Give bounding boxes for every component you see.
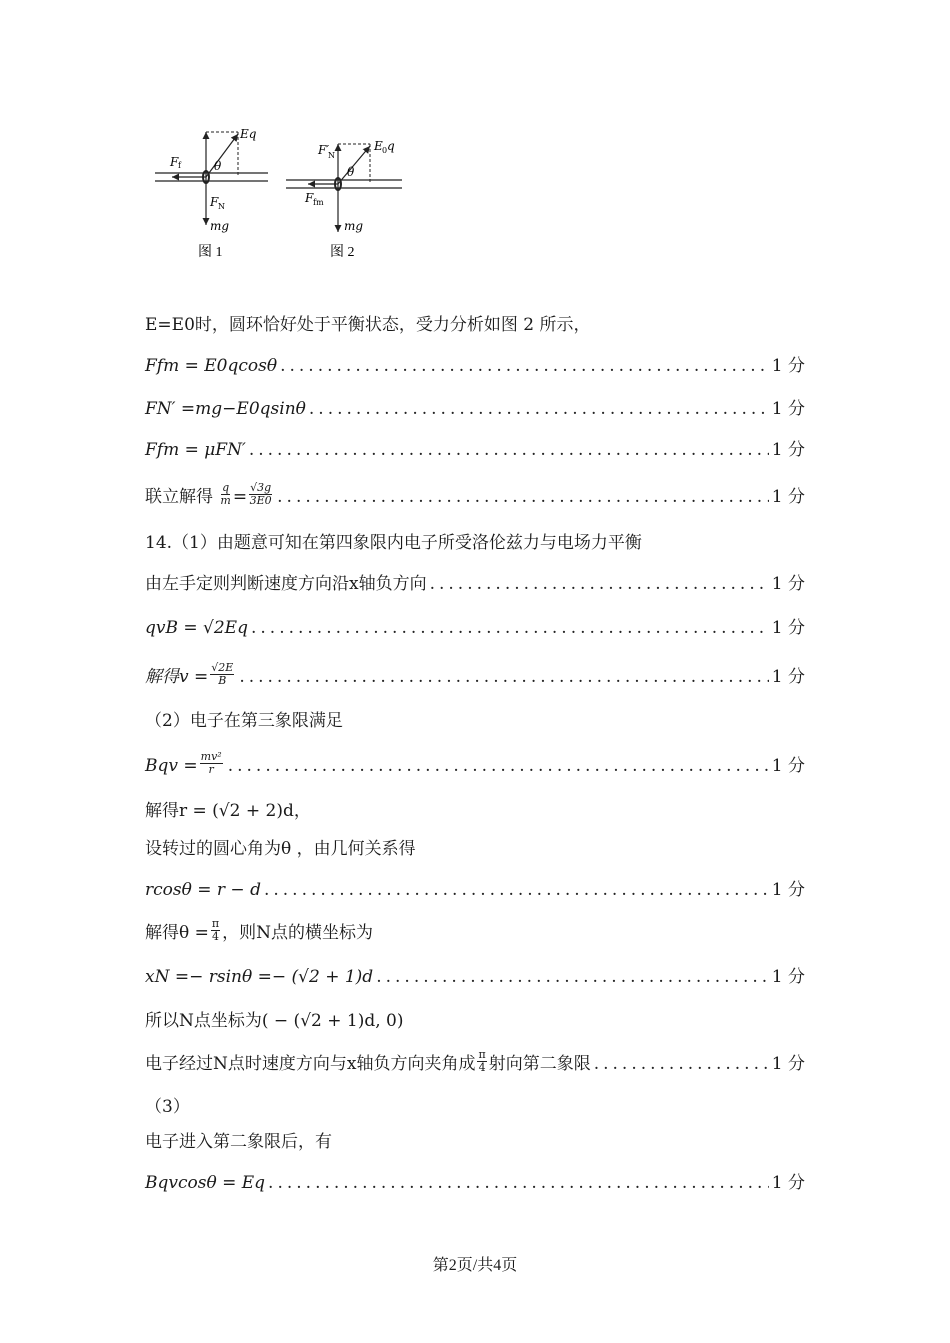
leader-dots [430, 573, 769, 595]
leader-dots [249, 439, 769, 461]
solution-text: 解得θ = $\frac{\pi}{4}$ ，则N点的横坐标为 [145, 917, 373, 943]
leader-dots [277, 486, 769, 508]
fraction: $\frac{\pi}{4}$ [211, 917, 220, 943]
fig2-e0q-tail: q [387, 139, 395, 153]
leader-dots [594, 1053, 769, 1075]
equation: 由左手定则判断速度方向沿x轴负方向 [145, 574, 427, 594]
equation: 联立解得 $\frac{q}{m}$ = $\frac{√3g}{3E0}$ [145, 481, 272, 507]
fig2-e0q-label: E [374, 139, 383, 153]
figure-2 [286, 139, 402, 260]
fig2-fn-sub: N [328, 151, 335, 160]
fraction: $\frac{\text{mv²}}{r}$ [200, 750, 222, 776]
points-label: 1 分 [771, 756, 805, 776]
equation: xN =− rsinθ =− (√2 + 1)d [145, 967, 374, 987]
leader-dots [264, 879, 769, 901]
equation: 解得v = $\frac{√2E}{B}$ [145, 661, 234, 687]
solution-line [145, 573, 805, 595]
leader-dots [268, 1172, 769, 1194]
fig1-theta-label: θ [214, 159, 222, 173]
points-label: 1 分 [771, 1173, 805, 1193]
solution-line [145, 439, 805, 461]
solution-text: 解得r = (√2 + 2)d， [145, 801, 311, 821]
solution-line [145, 1048, 805, 1077]
equation: Ffm = μFN′ [145, 440, 246, 460]
solution-line [145, 661, 805, 690]
fig1-caption: 图 1 [198, 245, 223, 260]
fig1-fn-label: F [210, 195, 219, 209]
fig2-mg-label: mg [344, 219, 364, 233]
fraction: $\frac{\pi}{4}$ [478, 1048, 486, 1074]
points-label: 1 分 [771, 667, 805, 687]
leader-dots [309, 398, 769, 420]
equation: qvB = √2Eq [145, 618, 248, 638]
fig1-eq-label: Eq [240, 127, 257, 141]
solution-text: 所以N点坐标为( − (√2 + 1)d, 0) [145, 1011, 404, 1031]
fig1-mg-label: mg [210, 219, 230, 233]
fig2-ffm-sub: fm [313, 198, 324, 207]
fraction: $\frac{q}{m}$ [220, 481, 231, 507]
points-label: 1 分 [771, 1054, 805, 1074]
points-label: 1 分 [771, 880, 805, 900]
question-14-heading: 14.（1）由题意可知在第四象限内电子所受洛伦兹力与电场力平衡 [145, 533, 642, 553]
force-diagrams [150, 120, 410, 265]
solution-line [145, 966, 805, 988]
leader-dots [239, 666, 768, 688]
equation: Ffm = E0qcosθ [145, 356, 278, 376]
fraction: $\frac{√2E}{B}$ [211, 661, 234, 687]
leader-dots [228, 755, 769, 777]
solution-line [145, 481, 805, 510]
solution-line [145, 1172, 805, 1194]
points-label: 1 分 [771, 574, 805, 594]
points-label: 1 分 [771, 618, 805, 638]
equation: 电子经过N点时速度方向与x轴负方向夹角成 $\frac{\pi}{4}$ 射向第二象限 [145, 1048, 591, 1074]
fig2-theta-label: θ [347, 165, 355, 179]
text: 联立解得 [145, 487, 213, 507]
part-3-heading: （3） [145, 1097, 190, 1117]
fig1-fn-sub: N [218, 202, 225, 211]
equilibrium-statement: E=E0时，圆环恰好处于平衡状态，受力分析如图 2 所示， [145, 315, 591, 335]
solution-line [145, 398, 805, 420]
equation: Bqvcosθ = Eq [145, 1173, 266, 1193]
equation: rcosθ = r − d [145, 880, 261, 900]
leader-dots [280, 355, 769, 377]
solution-line [145, 355, 805, 377]
solution-text: 电子进入第二象限后，有 [145, 1132, 332, 1152]
part-2-heading: （2）电子在第三象限满足 [145, 711, 343, 731]
solution-line [145, 750, 805, 779]
figure-1 [155, 127, 268, 260]
points-label: 1 分 [771, 440, 805, 460]
fig2-fn-label: F′ [318, 143, 330, 157]
solution-text: 设转过的圆心角为θ ，由几何关系得 [145, 839, 416, 859]
equation: Bqv = $\frac{\text{mv²}}{r}$ [145, 750, 222, 776]
leader-dots [376, 966, 769, 988]
points-label: 1 分 [771, 967, 805, 987]
points-label: 1 分 [771, 487, 805, 507]
fig2-ffm-label: F [305, 191, 314, 205]
solution-line [145, 617, 805, 639]
fig1-ff-sub: f [178, 161, 181, 170]
leader-dots [251, 617, 769, 639]
solution-line [145, 879, 805, 901]
page-footer: 第2页/共4页 [432, 1257, 518, 1274]
fraction: $\frac{√3g}{3E0}$ [249, 481, 272, 507]
fig2-caption: 图 2 [330, 245, 355, 260]
fig1-ff-label: F [170, 155, 179, 169]
fig2-e0q-sub: 0 [382, 146, 388, 155]
equation: FN′ =mg−E0qsinθ [145, 399, 306, 419]
points-label: 1 分 [771, 356, 805, 376]
points-label: 1 分 [771, 399, 805, 419]
